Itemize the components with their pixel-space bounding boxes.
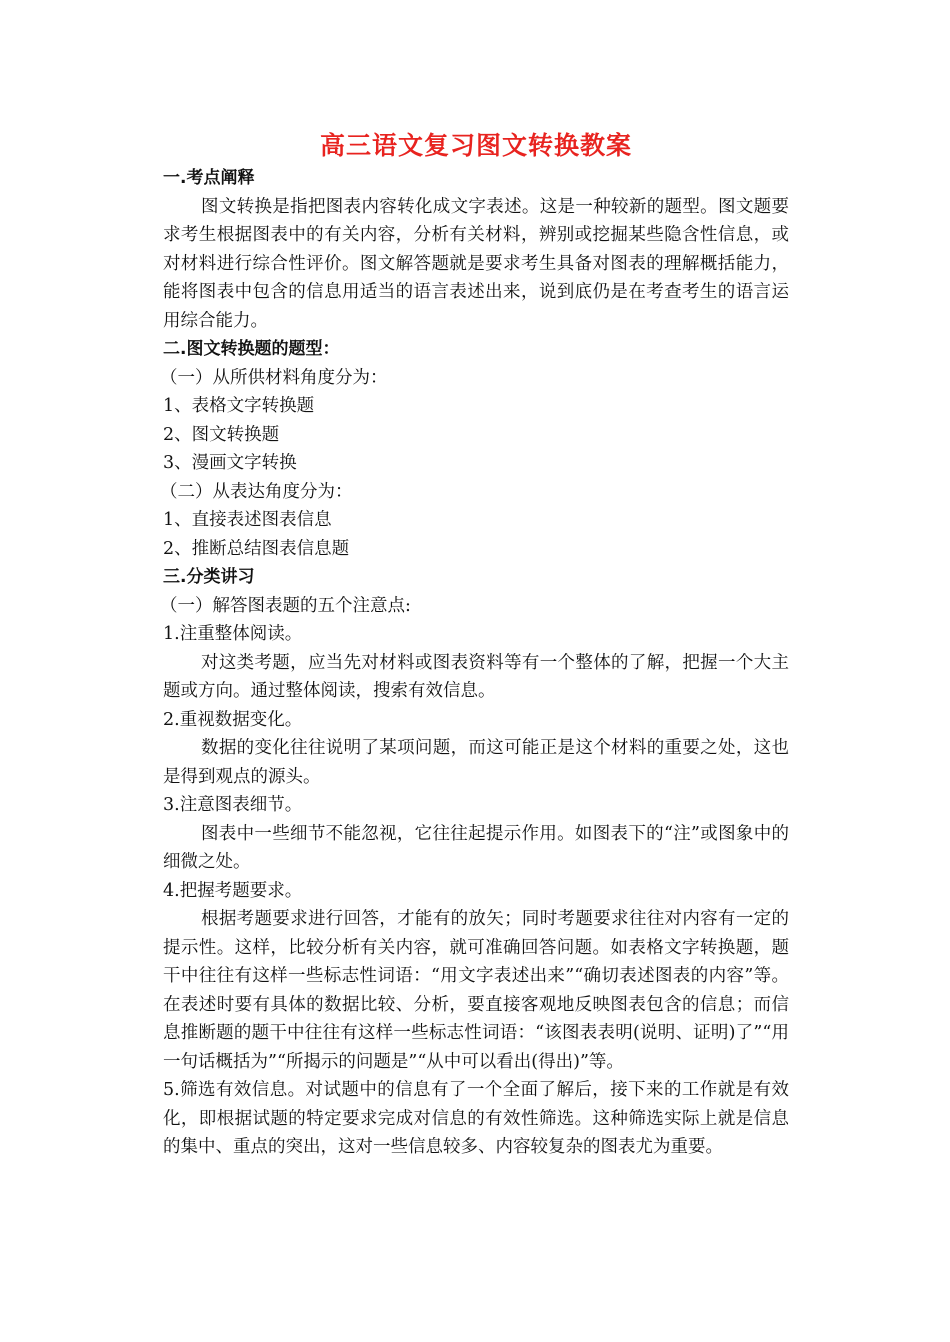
subheading-expression-types: （二）从表达角度分为： (160, 481, 353, 502)
point-body: 图表中一些细节不能忽视，它往往起提示作用。如图表下的“注”或图象中的细微之处。 (163, 823, 789, 872)
point-title: 3.注意图表细节。 (163, 795, 303, 815)
point-title: 2.重视数据变化。 (163, 709, 303, 730)
point-body: 数据的变化往往说明了某项问题，而这可能正是这个材料的重要之处，这也是得到观点的源头。 (163, 738, 789, 787)
subheading-material-types: （一）从所供材料角度分为： (160, 367, 388, 388)
section1-paragraph: 图文转换是指把图表内容转化成文字表述。这是一种较新的题型。图文题要求考生根据图表中的有关内容，分析有关材料，辨别或挖掘某些隐含性信息，或对材料进行综合性评价。图文解答题就是要求考生具备对图表的理解概括能力，能将图表中包含的信息用适当的语言表述出来，说到底仍是在考查考生的语言运用综合能力。 (163, 196, 789, 331)
section-heading-2: 二.图文转换题的题型： (163, 339, 340, 359)
list-item: 2、图文转换题 (163, 424, 280, 445)
subheading-five-points: （一）解答图表题的五个注意点: (160, 595, 411, 616)
point-body: 对这类考题，应当先对材料或图表资料等有一个整体的了解，把握一个大主题或方向。通过整体阅读，搜索有效信息。 (163, 652, 789, 701)
document-title: 高三语文复习图文转换教案 (319, 131, 632, 160)
point-title: 4.把握考题要求。 (163, 880, 303, 901)
point-title: 1.注重整体阅读。 (163, 624, 303, 644)
section-heading-1: 一.考点阐释 (163, 168, 255, 188)
list-item: 1、表格文字转换题 (163, 396, 315, 416)
list-item: 2、推断总结图表信息题 (163, 538, 350, 559)
document-page (160, 128, 789, 1162)
list-item: 1、直接表述图表信息 (163, 510, 332, 530)
section-heading-3: 三.分类讲习 (163, 567, 255, 587)
point-five-paragraph: 5.筛选有效信息。对试题中的信息有了一个全面了解后，接下来的工作就是有效化，即根据试题的特定要求完成对信息的有效性筛选。这种筛选实际上就是信息的集中、重点的突出，这对一些信息较多、内容较复杂的图表尤为重要。 (163, 1080, 789, 1157)
list-item: 3、漫画文字转换 (163, 453, 297, 473)
point-body: 根据考题要求进行回答，才能有的放矢；同时考题要求往往对内容有一定的提示性。这样，比较分析有关内容，就可准确回答问题。如表格文字转换题，题干中往往有这样一些标志性词语：“用文字表述出来”“确切表述图表的内容”等。在表述时要有具体的数据比较、分析，要直接客观地反映图表包含的信息；而信息推断题的题干中往往有这样一些标志性词语：“该图表表明(说明、证明)了”“用一句话概括为”“所揭示的问题是”“从中可以看出(得出)”等。 (163, 909, 789, 1072)
